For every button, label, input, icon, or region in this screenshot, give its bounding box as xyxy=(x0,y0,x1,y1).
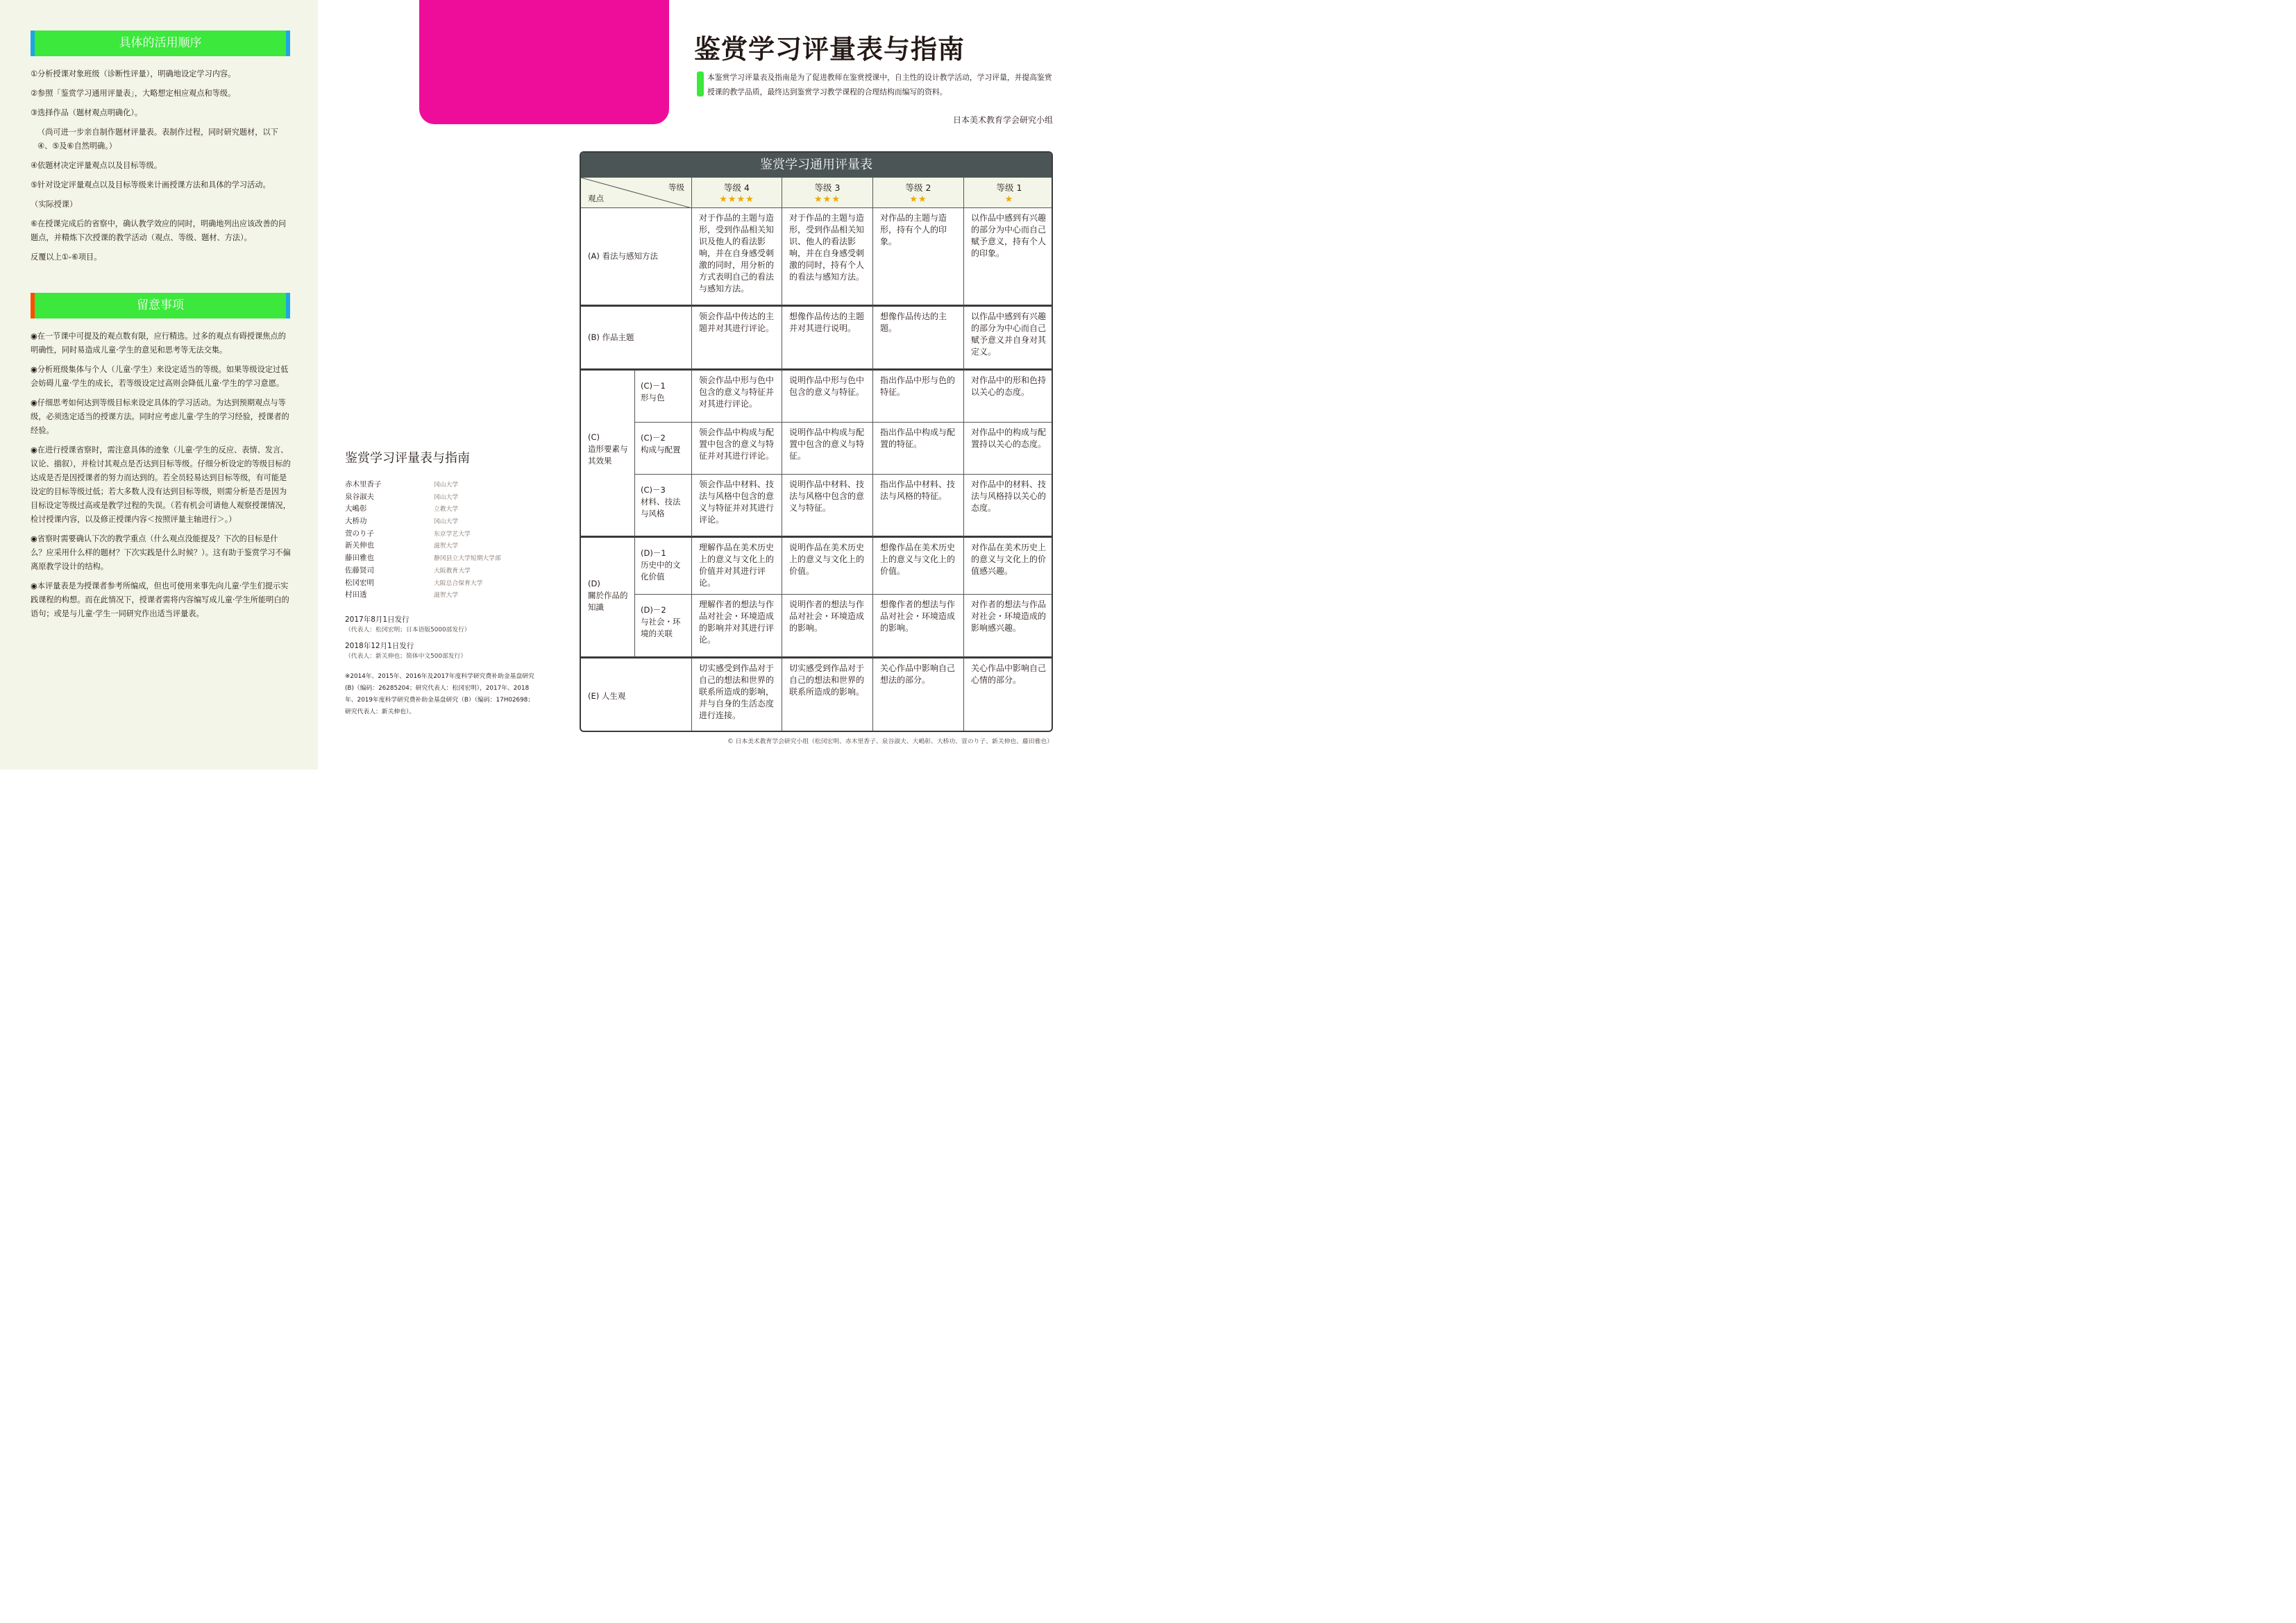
viewpoint-c-label: (C) 造形要素与 其效果 xyxy=(581,371,635,538)
list-item: ⑤针对设定评量观点以及目标等级来计画授课方法和具体的学习活动。 xyxy=(31,180,271,189)
rubric-cell: 想像作品传达的主题。 xyxy=(873,307,964,371)
header-right-accent xyxy=(286,31,290,56)
rubric-cell: 领会作品中构成与配置中包含的意义与特征并对其进行评论。 xyxy=(692,423,782,475)
intro-text: 本鉴赏学习评量表及指南是为了促进教师在鉴赏授课中，自主性的设计教学活动，学习评量，并提高鉴赏授课的教学品质，最终达到鉴赏学习教学课程的合理结构而编写的资料。 xyxy=(707,73,1052,96)
rubric-cell: 说明作者的想法与作品对社会・环境造成的影响。 xyxy=(782,595,873,658)
list-item: ◉仔细思考如何达到等级目标来设定具体的学习活动。为达到预期观点与等级，必须选定适当的授课方法。同时应考虑儿童·学生的学习经验，授课者的经验。 xyxy=(31,398,289,435)
author-name: 藤田雅也 xyxy=(345,554,374,563)
rubric-cell: 对作品中的材料、技法与风格持以关心的态度。 xyxy=(964,475,1053,538)
rubric-cell: 对于作品的主题与造形，受到作品相关知识及他人的看法影响，并在自身感受刺激的同时，用分析的方式表明自己的看法与感知方法。 xyxy=(692,208,782,307)
credit-row xyxy=(345,552,539,565)
author-name: 萱のり子 xyxy=(345,529,374,538)
corner-viewpoint-label: 观点 xyxy=(588,194,604,203)
level-label: 等级 4 xyxy=(724,182,750,193)
star-icon: ★★★ xyxy=(814,194,841,205)
level-header-1 xyxy=(964,178,1053,208)
author-university: 静冈县立大学短期大学部 xyxy=(434,555,501,563)
rubric-cell: 以作品中感到有兴趣的部分为中心而自己赋予意义并自身对其定义。 xyxy=(964,307,1053,371)
section-title: 留意事项 xyxy=(137,298,184,312)
intro-accent-bar xyxy=(697,71,704,96)
rubric-cell: 对作品在美术历史上的意义与文化上的价值感兴趣。 xyxy=(964,538,1053,595)
author-name: 佐藤贤司 xyxy=(345,566,374,575)
credits-block xyxy=(345,448,539,718)
level-label: 等级 3 xyxy=(814,182,841,193)
level-label: 等级 2 xyxy=(905,182,931,193)
rubric-cell: 指出作品中形与色的特征。 xyxy=(873,371,964,423)
publication-note: （代表人：新关伸也；简体中文500部发行） xyxy=(345,652,467,660)
list-item: （尚可进一步亲自制作题材评量表。表制作过程，同时研究题材，以下④、⑤及⑥自然明确。） xyxy=(37,128,278,151)
rubric-title: 鉴赏学习通用评量表 xyxy=(581,153,1052,178)
list-item: ◉本评量表是为授课者参考所编成，但也可使用来事先向儿童·学生们提示实践课程的构想。而在此情况下，授课者需将内容编写成儿童·学生所能明白的语句；或是与儿童·学生一同研究作出适当评量表。 xyxy=(31,581,289,618)
header-left-accent xyxy=(31,293,35,318)
credit-row xyxy=(345,503,539,516)
credit-row xyxy=(345,540,539,552)
credits-title: 鉴赏学习评量表与指南 xyxy=(345,451,470,466)
sub-viewpoint-d2: (D)－2 与社会・环境的关联 xyxy=(635,595,692,658)
rubric-cell: 对作者的想法与作品对社会・环境造成的影响感兴趣。 xyxy=(964,595,1053,658)
author-university: 滋贺大学 xyxy=(434,592,459,600)
list-item: ③选择作品（题材观点明确化）。 xyxy=(31,108,143,117)
viewpoint-a-label: (A) 看法与感知方法 xyxy=(581,208,692,307)
list-item: ◉在一节课中可提及的观点数有限，应行精选。过多的观点有碍授课焦点的明确性，同时易造成儿童·学生的意见和思考等无法交集。 xyxy=(31,332,286,355)
funding-note: ※2014年、2015年、2016年及2017年度科学研究费补助金基盘研究(B)（编码：26285204；研究代表人：松冈宏明），2017年、2018年、2019年度科学研究费补助金基盘研究（B）（编码：17H02698；研究代表人：新关伸也）。 xyxy=(345,672,534,715)
publication-note: （代表人：松冈宏明；日本语版5000部发行） xyxy=(345,626,471,634)
level-header-3 xyxy=(782,178,873,208)
list-item: ◉分析班级集体与个人（儿童·学生）来设定适当的等级。如果等级设定过低会妨碍儿童·学生的成长，若等级设定过高则会降低儿童·学生的学习意愿。 xyxy=(31,365,289,388)
author-university: 冈山大学 xyxy=(434,518,459,526)
author-university: 滋贺大学 xyxy=(434,543,459,550)
level-label: 等级 1 xyxy=(996,182,1022,193)
guide-panel xyxy=(0,0,318,770)
rubric-cell: 想像作者的想法与作品对社会・环境造成的影响。 xyxy=(873,595,964,658)
author-name: 大桥功 xyxy=(345,517,367,526)
author-name: 新关伸也 xyxy=(345,541,374,550)
author-university: 冈山大学 xyxy=(434,493,459,501)
rubric-cell: 对作品的主题与造形，持有个人的印象。 xyxy=(873,208,964,307)
author-university: 大阪总合保育大学 xyxy=(434,579,483,587)
rubric-cell: 想像作品传达的主题并对其进行说明。 xyxy=(782,307,873,371)
author-name: 赤木里香子 xyxy=(345,480,382,488)
sub-viewpoint-c3: (C)－3 材料、技法与风格 xyxy=(635,475,692,538)
list-item: ②参照「鉴赏学习通用评量表」，大略想定相应观点和等级。 xyxy=(31,89,236,98)
author-university: 大阪教育大学 xyxy=(434,567,471,575)
header-right-accent xyxy=(286,293,290,318)
list-item: 反覆以上①-⑥项目。 xyxy=(31,253,102,262)
author-name: 村田透 xyxy=(345,590,367,600)
credit-row xyxy=(345,565,539,577)
rubric-cell: 领会作品中材料、技法与风格中包含的意义与特征并对其进行评论。 xyxy=(692,475,782,538)
rubric-cell: 切实感受到作品对于自己的想法和世界的联系所造成的影响。 xyxy=(782,658,873,732)
star-icon: ★ xyxy=(1004,194,1014,205)
publication-date: 2017年8月1日发行 xyxy=(345,615,410,624)
sub-viewpoint-c1: (C)－1 形与色 xyxy=(635,371,692,423)
section-title: 具体的活用顺序 xyxy=(119,36,202,50)
credit-row xyxy=(345,479,539,491)
rubric-cell: 想像作品在美术历史上的意义与文化上的价值。 xyxy=(873,538,964,595)
viewpoint-d-label: (D) 關於作品的 知識 xyxy=(581,538,635,658)
rubric-cell: 关心作品中影响自己想法的部分。 xyxy=(873,658,964,732)
list-item: ⑥在授课完成后的省察中，确认教学效应的同时，明确地列出应该改善的问题点，并精炼下次授课的教学活动（观点、等级、题材、方法）。 xyxy=(31,219,287,242)
author-university: 东京学艺大学 xyxy=(434,530,471,538)
page-title: 鉴赏学习评量表与指南 xyxy=(694,34,965,65)
rubric-cell: 关心作品中影响自己心情的部分。 xyxy=(971,663,1047,685)
rubric-cell: 领会作品中传达的主题并对其进行评论。 xyxy=(692,307,782,371)
level-header-4 xyxy=(692,178,782,208)
rubric-cell: 以作品中感到有兴趣的部分为中心而自己赋予意义，持有个人的印象。 xyxy=(964,208,1053,307)
list-item: ◉省察时需要确认下次的教学重点（什么观点没能提及？下次的目标是什么？应采用什么样的题材？下次实践是什么时候？）。这有助于鉴赏学习不偏离原教学设计的结构。 xyxy=(31,534,291,571)
credit-row xyxy=(345,528,539,541)
organization-name: 日本美术教育学会研究小组 xyxy=(952,115,1053,125)
rubric-cell: 领会作品中形与色中包含的意义与特征并对其进行评论。 xyxy=(692,371,782,423)
viewpoint-e-label: (E) 人生观 xyxy=(581,658,692,732)
rubric-cell: 说明作品在美术历史上的意义与文化上的价值。 xyxy=(782,538,873,595)
author-name: 大嶋彰 xyxy=(345,504,367,513)
rubric-cell: 对作品中的构成与配置持以关心的态度。 xyxy=(964,423,1053,475)
author-university: 立教大学 xyxy=(434,506,459,513)
rubric-cell: 对于作品的主题与造形，受到作品相关知识、他人的看法影响，并在自身感受刺激的同时，持有个人的看法与感知方法。 xyxy=(782,208,873,307)
sub-viewpoint-c2: (C)－2 构成与配置 xyxy=(635,423,692,475)
header-left-accent xyxy=(31,31,35,56)
credit-row xyxy=(345,577,539,590)
corner-level-label: 等级 xyxy=(668,182,684,192)
viewpoint-b-label: (B) 作品主题 xyxy=(581,307,692,371)
rubric-cell: 说明作品中形与色中包含的意义与特征。 xyxy=(782,371,873,423)
level-header-2 xyxy=(873,178,964,208)
rubric-cell: 理解作品在美术历史上的意义与文化上的价值并对其进行评论。 xyxy=(692,538,782,595)
list-item: （实际授课） xyxy=(31,200,78,209)
credit-row xyxy=(345,589,539,602)
rubric-table xyxy=(580,151,1053,732)
copyright-line: © 日本美术教育学会研究小组（松冈宏明、赤木里香子、泉谷淑夫、大嶋彰、大桥功、萱のり子、新关伸也、藤田雅也） xyxy=(727,738,1053,745)
list-item: ①分析授课对象班级（诊断性评量），明确地设定学习内容。 xyxy=(31,69,236,78)
notes-list xyxy=(31,330,293,621)
star-icon: ★★★★ xyxy=(719,194,754,205)
rubric-cell: 对作品中的形和色持以关心的态度。 xyxy=(964,371,1053,423)
usage-order-list xyxy=(31,67,293,264)
rubric-cell: 说明作品中构成与配置中包含的意义与特征。 xyxy=(782,423,873,475)
rubric-cell: 切实感受到作品对于自己的想法和世界的联系所造成的影响，并与自身的生活态度进行连接。 xyxy=(692,658,782,732)
author-name: 泉谷淑夫 xyxy=(345,492,374,501)
list-item: ◉在进行授课省察时，需注意具体的迹象（儿童·学生的反应、表情、发言、议论、描叙），并检讨其观点是否达到目标等级。仔细分析设定的等级目标的达成是否是因授课者的努力而达到的。若全员轻易达到目标等级，有可能是设定的目标等级过低；若大多数人没有达到目标等级，则需分析是否是因为目标设定等级过高或是教学过程的失误。（若有机会可请他人观察授课情况，检讨授课内容，以及修正授课内容＜按照评量主轴进行＞。） xyxy=(31,445,291,524)
credit-row xyxy=(345,491,539,504)
author-name: 松冈宏明 xyxy=(345,578,374,587)
rubric-cell: 说明作品中材料、技法与风格中包含的意义与特征。 xyxy=(782,475,873,538)
rubric-cell: 指出作品中材料、技法与风格的特征。 xyxy=(873,475,964,538)
section-header-usage-order xyxy=(31,31,290,56)
publication-date: 2018年12月1日发行 xyxy=(345,641,414,650)
sub-viewpoint-d1: (D)－1 历史中的文化价值 xyxy=(635,538,692,595)
section-header-notes xyxy=(31,293,290,318)
rubric-cell: 理解作者的想法与作品对社会・环境造成的影响并对其进行评论。 xyxy=(692,595,782,658)
corner-header-cell xyxy=(581,178,692,208)
credit-row xyxy=(345,516,539,528)
author-university: 冈山大学 xyxy=(434,482,459,488)
decorative-pink-block xyxy=(419,0,669,124)
rubric-cell: 指出作品中构成与配置的特征。 xyxy=(873,423,964,475)
list-item: ④依题材决定评量观点以及目标等级。 xyxy=(31,161,162,170)
star-icon: ★★ xyxy=(909,194,927,205)
